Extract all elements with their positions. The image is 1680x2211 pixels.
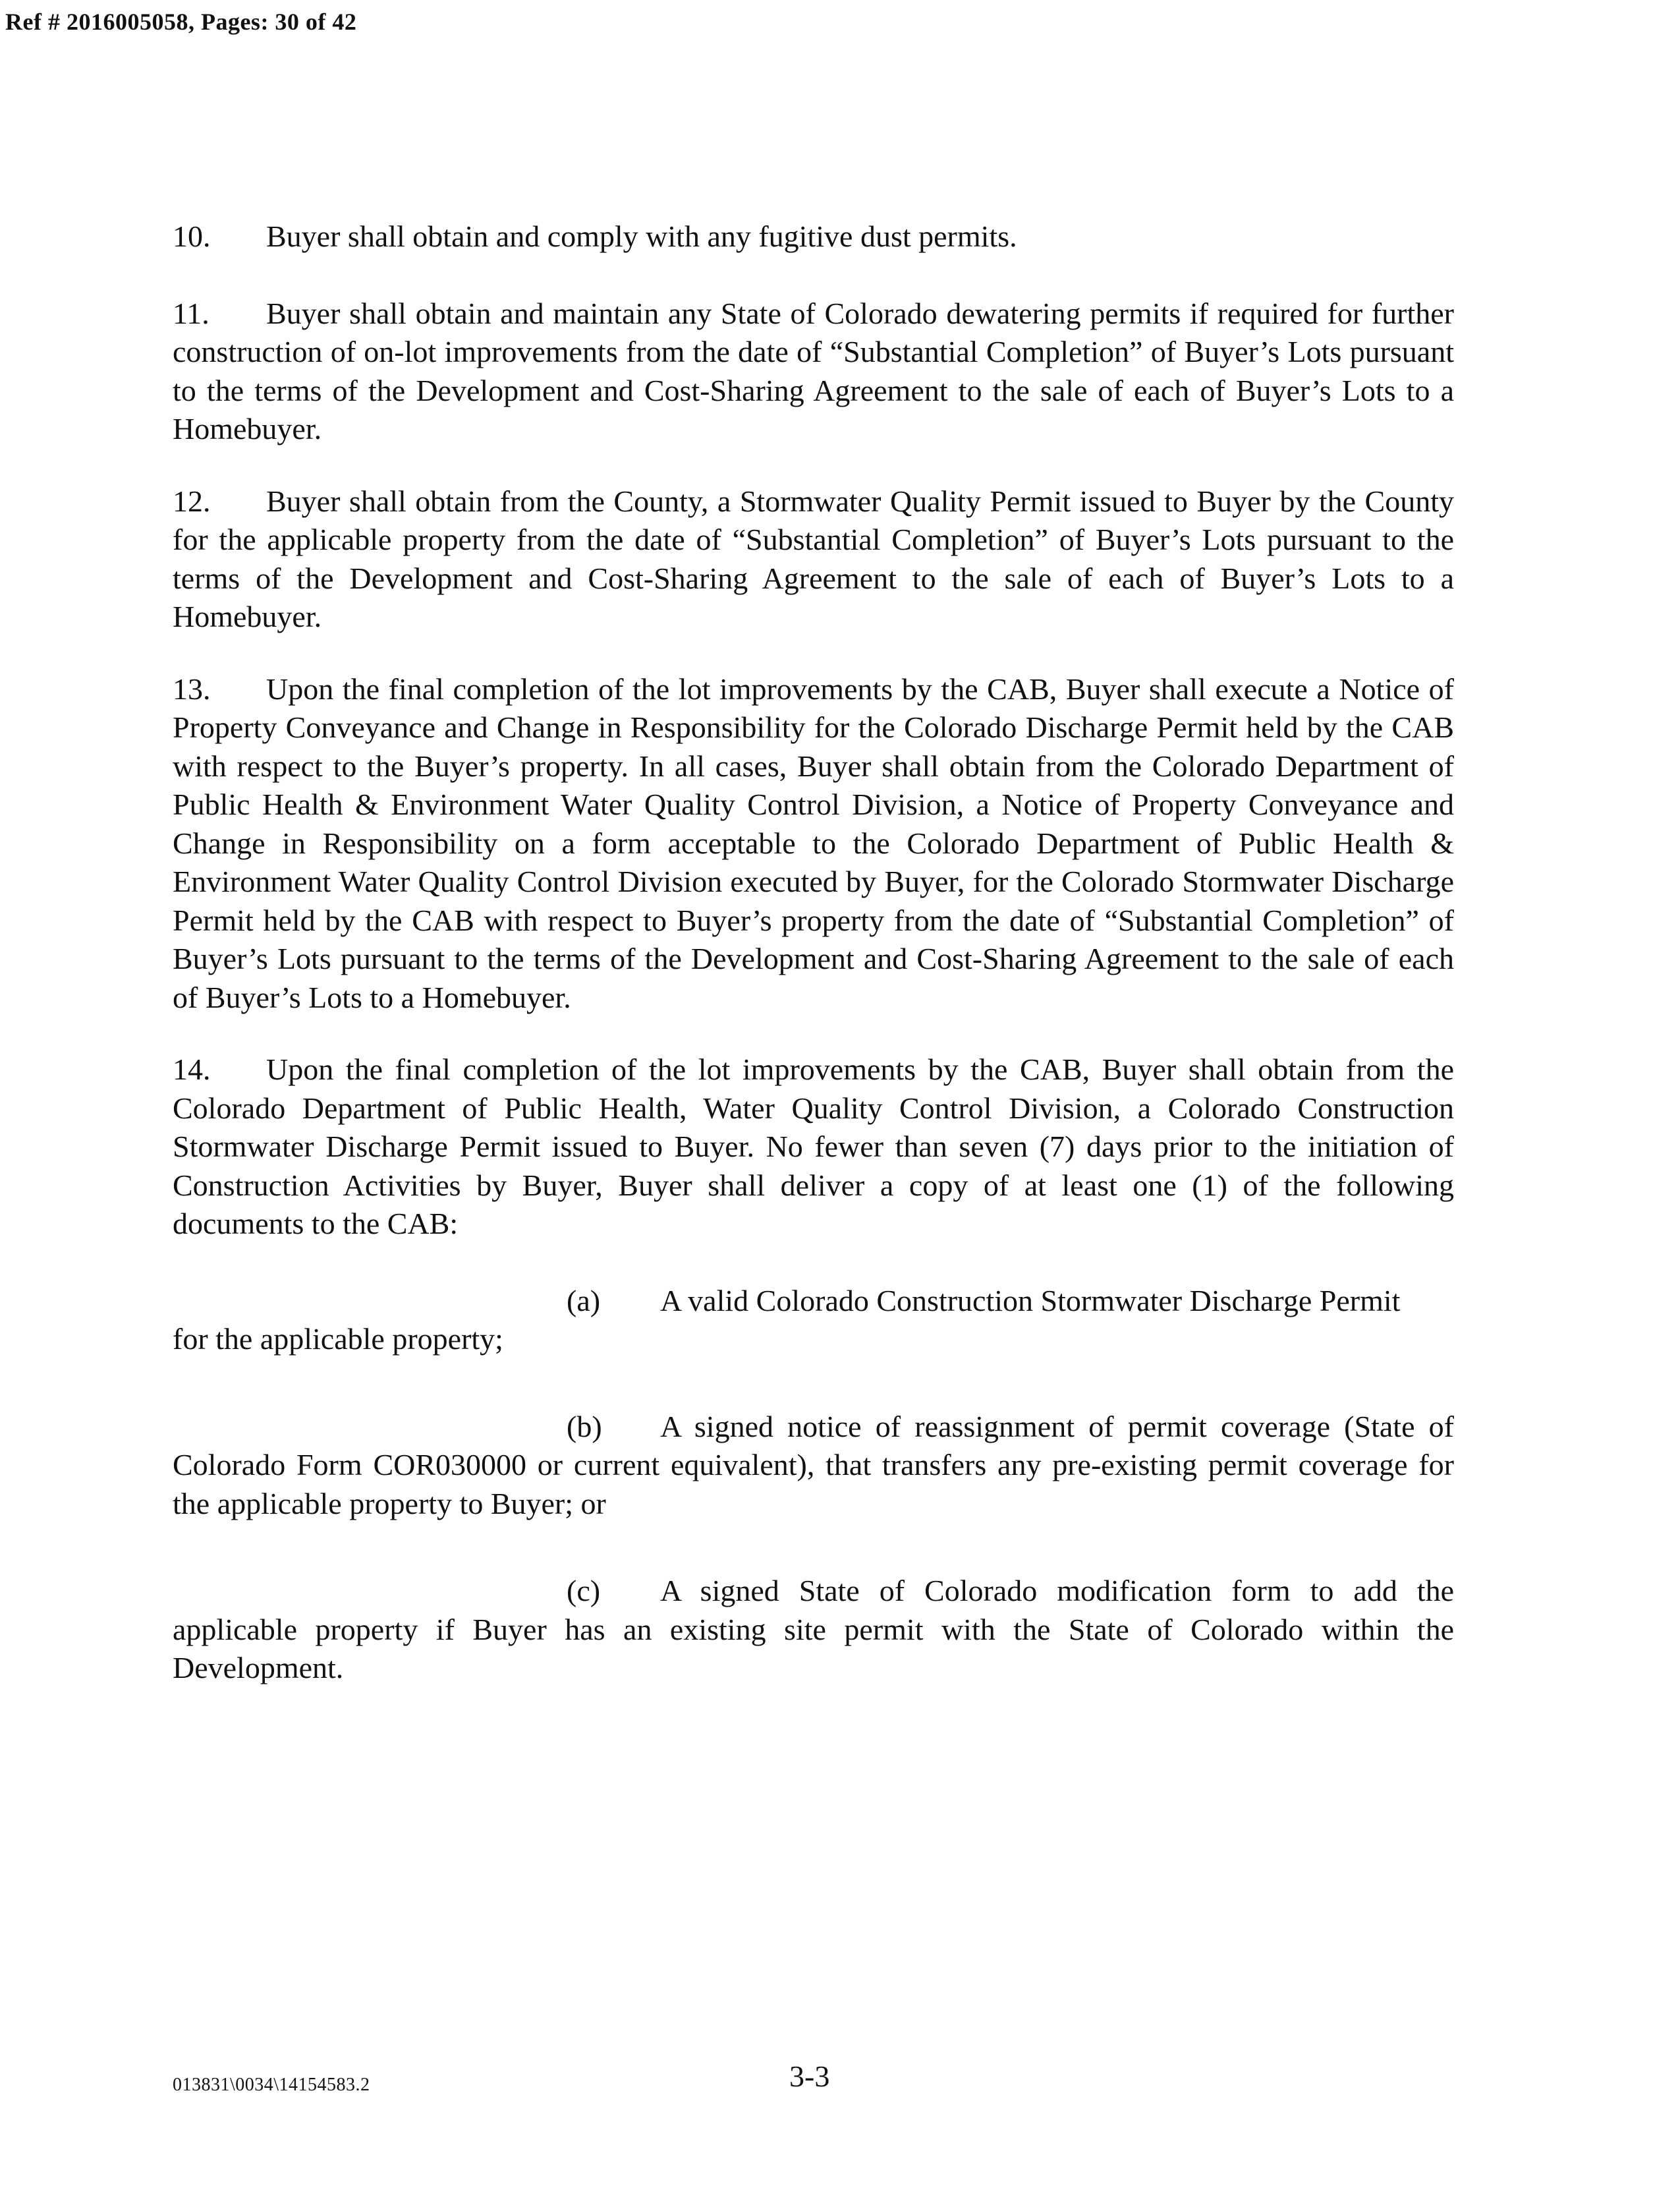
subitem-text: A signed State of Colorado modification form to add the applicable property if Buyer has an existing site permit with the State of Colorado within the Development. [173, 1574, 1454, 1684]
document-reference-header: Ref # 2016005058, Pages: 30 of 42 [5, 9, 357, 35]
subitem-text: A valid Colorado Construction Stormwater Discharge Permit [660, 1283, 1401, 1317]
document-id-footer: 013831\0034\14154583.2 [173, 2075, 370, 2095]
subitem-continuation: for the applicable property; [173, 1322, 503, 1356]
subitem-c [173, 1572, 1454, 1688]
paragraph-number: 11. [173, 296, 210, 330]
subitem-first-line [173, 1282, 1454, 1321]
paragraph-text: Buyer shall obtain and maintain any State of Colorado dewatering permits if required for further construction of on-lot improvements from the date of “Substantial Completion” of Buyer’s Lots pursuant to the terms of the Development and Cost-Sharing Agreement to the sale of each of Buyer’s Lots to a Homebuyer. [173, 296, 1454, 445]
page-number: 3-3 [789, 2059, 830, 2093]
subitem-letter: (c) [567, 1574, 601, 1607]
paragraph-14 [173, 1050, 1454, 1244]
paragraph-number: 12. [173, 484, 211, 518]
subitem-b [173, 1408, 1454, 1524]
paragraph-number: 13. [173, 672, 211, 706]
paragraph-10 [173, 217, 1454, 256]
paragraph-text: Upon the final completion of the lot improvements by the CAB, Buyer shall obtain from the Colorado Department of Public Health, Water Quality Control Division, a Colorado Construction Stormwater Discharge Permit issued to Buyer. No fewer than seven (7) days prior to the initiation of Construction Activities by Buyer, Buyer shall deliver a copy of at least one (1) of the following documents to the CAB: [173, 1052, 1454, 1240]
document-body [173, 217, 1454, 1737]
paragraph-12 [173, 482, 1454, 637]
subitem-text: A signed notice of reassignment of permit coverage (State of Colorado Form COR030000 or current equivalent), that transfers any pre-existing permit coverage for the applicable property to Buyer; or [173, 1409, 1454, 1520]
paragraph-number: 10. [173, 219, 211, 253]
paragraph-number: 14. [173, 1052, 211, 1086]
subitem-a [173, 1282, 1454, 1359]
paragraph-11 [173, 295, 1454, 449]
subitem-letter: (b) [567, 1409, 602, 1443]
paragraph-13 [173, 670, 1454, 1018]
subitem-letter: (a) [567, 1283, 601, 1317]
paragraph-text: Buyer shall obtain and comply with any fugitive dust permits. [266, 219, 1017, 253]
paragraph-text: Buyer shall obtain from the County, a Stormwater Quality Permit issued to Buyer by the County for the applicable property from the date of “Substantial Completion” of Buyer’s Lots pursuant to the terms of the Development and Cost-Sharing Agreement to the sale of each of Buyer’s Lots to a Homebuyer. [173, 484, 1454, 633]
paragraph-text: Upon the final completion of the lot improvements by the CAB, Buyer shall execute a Notice of Property Conveyance and Change in Responsibility for the Colorado Discharge Permit held by the CAB with respect to the Buyer’s property. In all cases, Buyer shall obtain from the Colorado Department of Public Health & Environment Water Quality Control Division, a Notice of Property Conveyance and Change in Responsibility on a form acceptable to the Colorado Department of Public Health & Environment Water Quality Control Division executed by Buyer, for the Colorado Stormwater Discharge Permit held by the CAB with respect to Buyer’s property from the date of “Substantial Completion” of Buyer’s Lots pursuant to the terms of the Development and Cost-Sharing Agreement to the sale of each of Buyer’s Lots to a Homebuyer. [173, 672, 1454, 1014]
